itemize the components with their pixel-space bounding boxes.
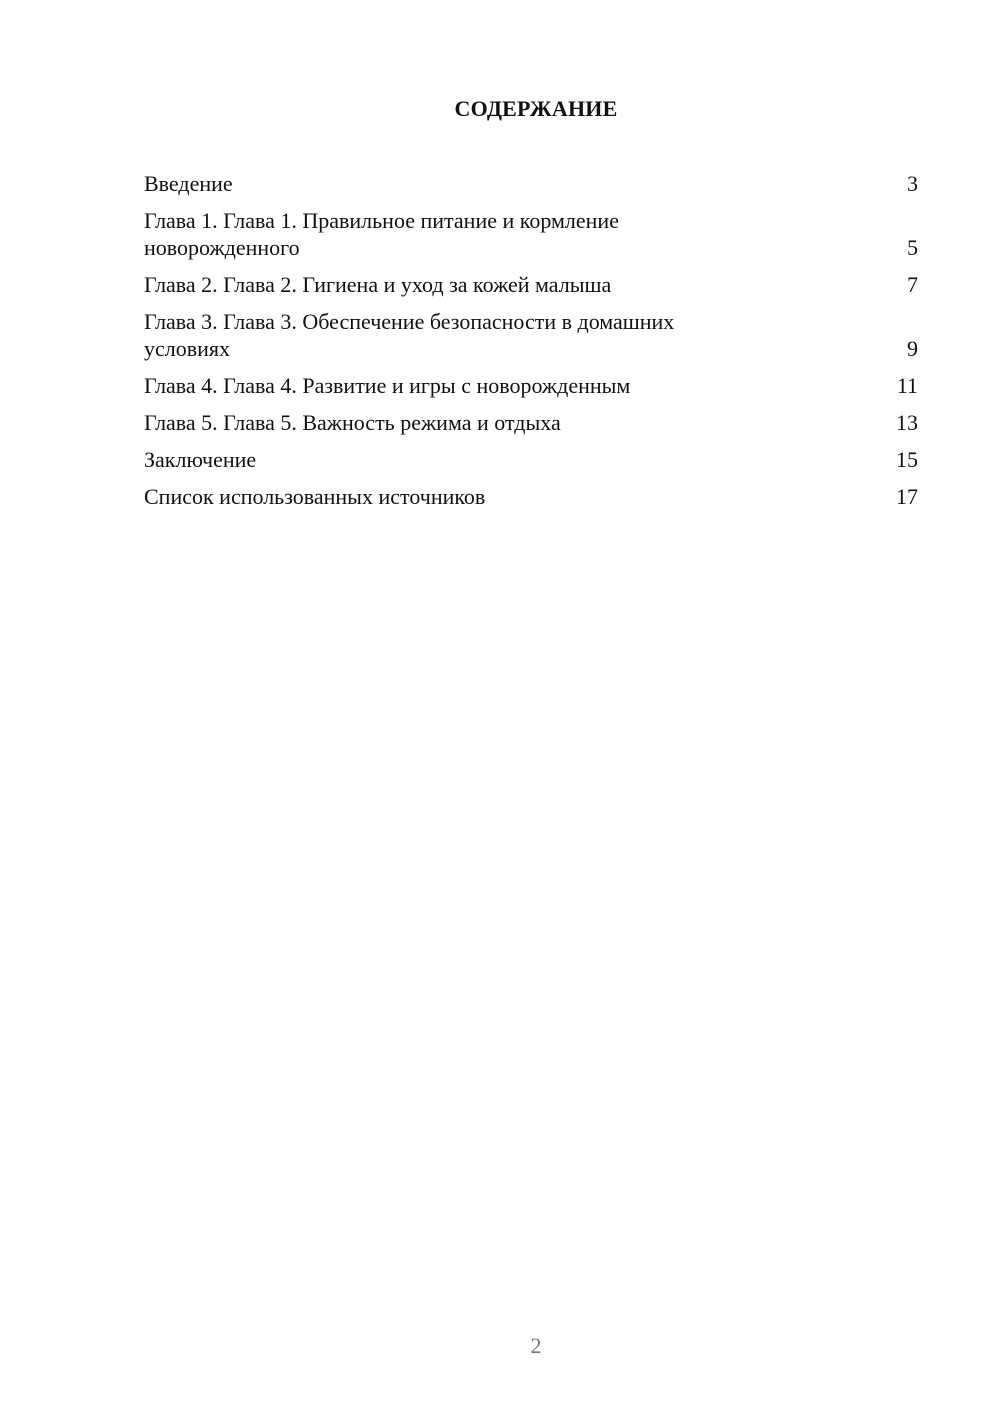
toc-entry-chapter-3 — [144, 308, 918, 362]
toc-entry-text: Введение — [144, 171, 233, 196]
toc-entry-page: 13 — [896, 410, 918, 435]
toc-entry-chapter-4 — [144, 372, 918, 399]
toc-entry-page: 11 — [896, 373, 918, 398]
page-number: 2 — [530, 1333, 542, 1358]
toc-entry-text: Глава 1. Глава 1. Правильное питание и кормление новорожденного — [144, 208, 619, 260]
toc-entry-page: 15 — [896, 447, 918, 472]
toc-entry-chapter-2 — [144, 271, 918, 298]
toc-entry-introduction — [144, 170, 918, 197]
toc-entry-conclusion — [144, 446, 918, 473]
toc-entry-text: Список использованных источников — [144, 484, 486, 509]
toc-entry-text: Глава 2. Глава 2. Гигиена и уход за кожей малыша — [144, 272, 612, 297]
toc-entry-page: 17 — [896, 484, 918, 509]
toc-entry-text: Глава 3. Глава 3. Обеспечение безопасности в домашних условиях — [144, 309, 675, 361]
toc-entry-page: 3 — [907, 171, 918, 196]
toc-entry-page: 5 — [907, 235, 918, 260]
toc-entry-references — [144, 483, 918, 510]
toc-entry-chapter-1 — [144, 207, 918, 261]
page-title: СОДЕРЖАНИЕ — [454, 96, 618, 121]
toc-entry-chapter-5 — [144, 409, 918, 436]
toc-entry-page: 9 — [907, 336, 918, 361]
toc-entry-text: Заключение — [144, 447, 257, 472]
toc-entry-text: Глава 5. Глава 5. Важность режима и отдыха — [144, 410, 561, 435]
toc-entry-page: 7 — [907, 272, 918, 297]
table-of-contents — [144, 170, 918, 520]
toc-entry-text: Глава 4. Глава 4. Развитие и игры с новорожденным — [144, 373, 631, 398]
